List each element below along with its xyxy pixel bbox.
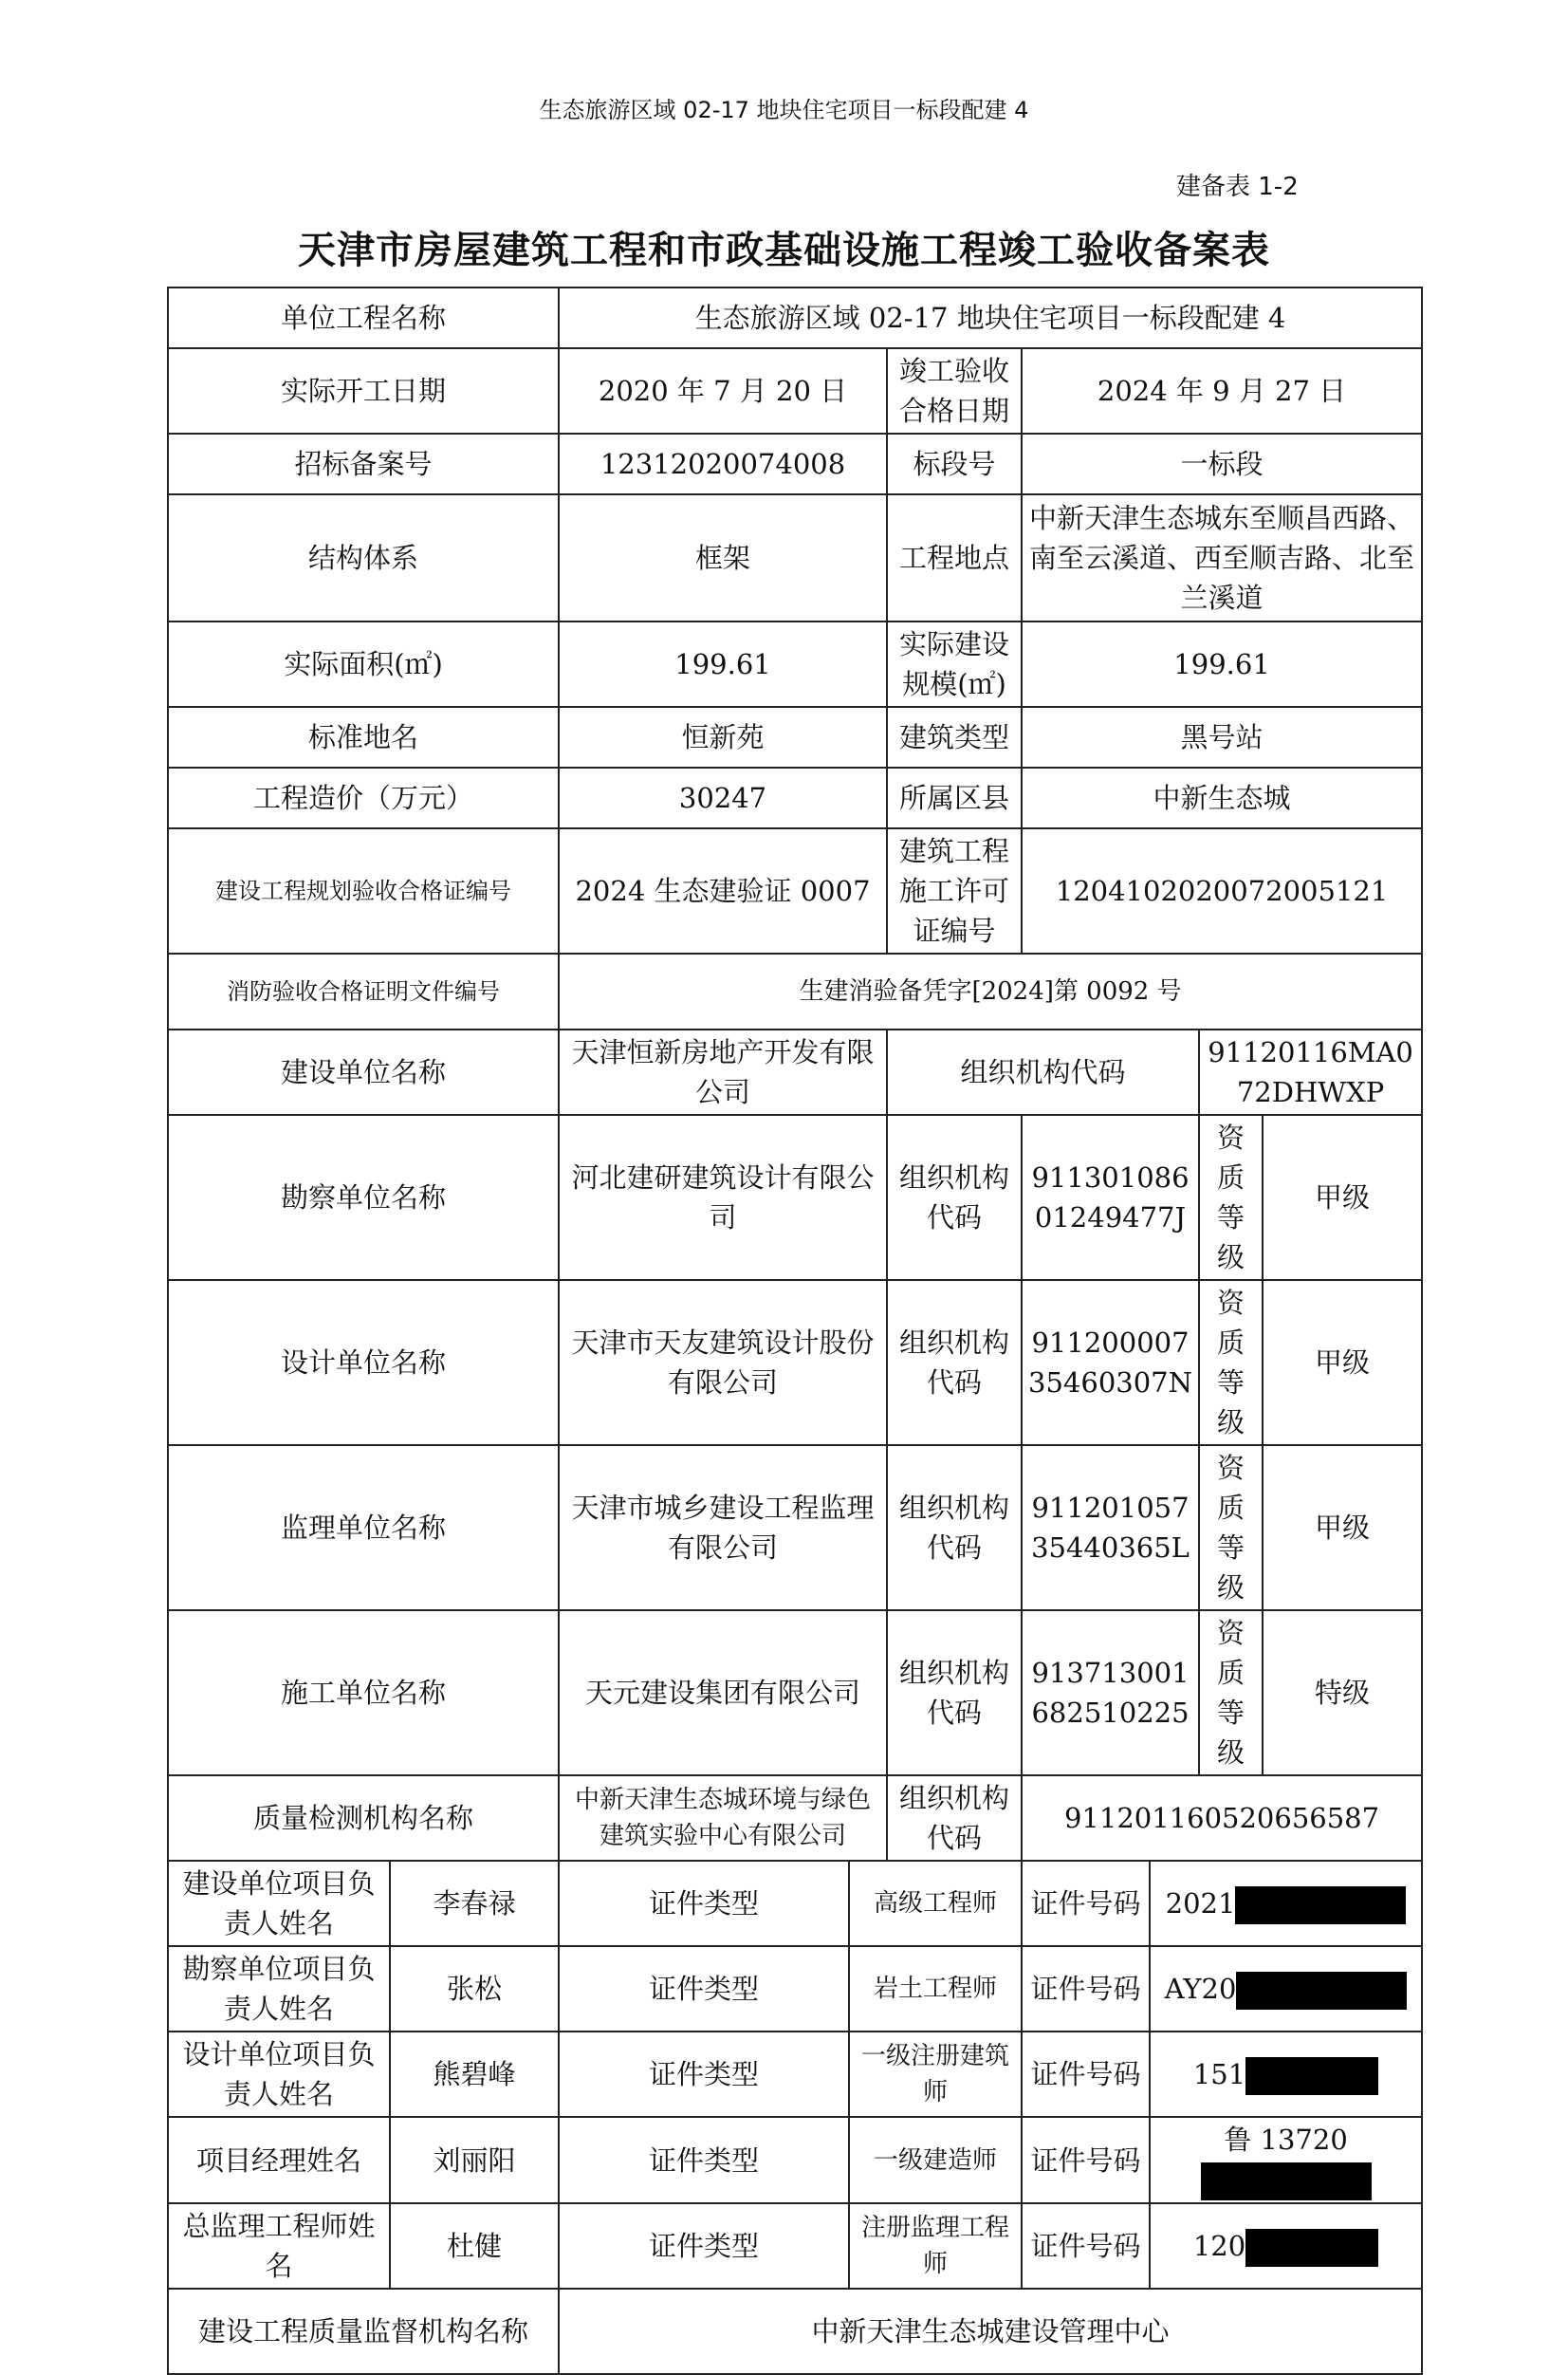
- value-lab: 中新天津生态城环境与绿色建筑实验中心有限公司: [559, 1775, 887, 1861]
- label-scale: 实际建设规模(㎡): [887, 622, 1022, 707]
- label-design-unit: 设计单位名称: [168, 1280, 559, 1445]
- value-accept-date: 2024 年 9 月 27 日: [1022, 348, 1422, 434]
- label-org-code: 组织机构代码: [887, 1280, 1022, 1445]
- label-person: 勘察单位项目负责人姓名: [168, 1946, 390, 2032]
- label-cert-no: 证件号码: [1022, 2117, 1150, 2203]
- form-number: 建备表 1-2: [1176, 173, 1299, 201]
- value-cert-type: 一级建造师: [849, 2117, 1022, 2203]
- label-org-code: 组织机构代码: [887, 1775, 1022, 1861]
- label-qualification: 资质等级: [1199, 1445, 1263, 1610]
- value-person-name: 李春禄: [390, 1861, 559, 1946]
- value-fire-cert: 生建消验备凭字[2024]第 0092 号: [559, 954, 1422, 1030]
- value-place-name: 恒新苑: [559, 707, 887, 768]
- label-person: 建设单位项目负责人姓名: [168, 1861, 390, 1946]
- value-structure: 框架: [559, 494, 887, 622]
- label-cert-no: 证件号码: [1022, 1946, 1150, 2032]
- value-location: 中新天津生态城东至顺昌西路、南至云溪道、西至顺吉路、北至兰溪道: [1022, 494, 1422, 622]
- label-cost: 工程造价（万元）: [168, 768, 559, 828]
- label-person: 总监理工程师姓名: [168, 2203, 390, 2289]
- value-cert-type: 注册监理工程师: [849, 2203, 1022, 2289]
- row-owner: [168, 1030, 1422, 1115]
- label-qualification: 资质等级: [1199, 1610, 1263, 1775]
- value-person-name: 刘丽阳: [390, 2117, 559, 2203]
- row-person: [168, 2203, 1422, 2289]
- label-lab: 质量检测机构名称: [168, 1775, 559, 1861]
- label-org-code: 组织机构代码: [887, 1445, 1022, 1610]
- value-tender-no: 12312020074008: [559, 434, 887, 494]
- label-supervision: 建设工程质量监督机构名称: [168, 2289, 559, 2374]
- label-qualification: 资质等级: [1199, 1280, 1263, 1445]
- value-scale: 199.61: [1022, 622, 1422, 707]
- label-building-type: 建筑类型: [887, 707, 1022, 768]
- label-cert-type: 证件类型: [559, 2203, 849, 2289]
- label-supervisor-unit: 监理单位名称: [168, 1445, 559, 1610]
- label-permit: 建筑工程施工许可证编号: [887, 828, 1022, 954]
- value-cert-type: 岩土工程师: [849, 1946, 1022, 2032]
- row-unit-survey: [168, 1115, 1422, 1280]
- row-project-name: [168, 288, 1422, 348]
- value-owner-name: 天津恒新房地产开发有限公司: [559, 1030, 887, 1115]
- label-structure: 结构体系: [168, 494, 559, 622]
- value-design-unit: 天津市天友建筑设计股份有限公司: [559, 1280, 887, 1445]
- value-start-date: 2020 年 7 月 20 日: [559, 348, 887, 434]
- row-person: [168, 1946, 1422, 2032]
- value-qualification: 特级: [1263, 1610, 1422, 1775]
- row-dates: [168, 348, 1422, 434]
- row-person: [168, 2032, 1422, 2117]
- value-cert-no: 2021: [1150, 1861, 1422, 1946]
- value-org-code: 91130108601249477J: [1022, 1115, 1199, 1280]
- value-district: 中新生态城: [1022, 768, 1422, 828]
- value-org-code: 91120000735460307N: [1022, 1280, 1199, 1445]
- label-qualification: 资质等级: [1199, 1115, 1263, 1280]
- value-building-type: 黑号站: [1022, 707, 1422, 768]
- value-org-code: 913713001682510225: [1022, 1610, 1199, 1775]
- label-cert-no: 证件号码: [1022, 2032, 1150, 2117]
- label-start-date: 实际开工日期: [168, 348, 559, 434]
- row-supervision: [168, 2289, 1422, 2374]
- row-tender: [168, 434, 1422, 494]
- label-district: 所属区县: [887, 768, 1022, 828]
- label-org-code: 组织机构代码: [887, 1115, 1022, 1280]
- label-cert-type: 证件类型: [559, 2117, 849, 2203]
- value-project-name: 生态旅游区域 02-17 地块住宅项目一标段配建 4: [559, 288, 1422, 348]
- row-structure: [168, 494, 1422, 622]
- label-location: 工程地点: [887, 494, 1022, 622]
- label-survey-unit: 勘察单位名称: [168, 1115, 559, 1280]
- value-cert-no: 151: [1150, 2032, 1422, 2117]
- value-supervisor-unit: 天津市城乡建设工程监理有限公司: [559, 1445, 887, 1610]
- label-person: 设计单位项目负责人姓名: [168, 2032, 390, 2117]
- value-survey-unit: 河北建研建筑设计有限公司: [559, 1115, 887, 1280]
- label-place-name: 标准地名: [168, 707, 559, 768]
- value-owner-org-code: 91120116MA072DHWXP: [1199, 1030, 1422, 1115]
- value-qualification: 甲级: [1263, 1115, 1422, 1280]
- row-place: [168, 707, 1422, 768]
- row-person: [168, 1861, 1422, 1946]
- label-person: 项目经理姓名: [168, 2117, 390, 2203]
- label-owner: 建设单位名称: [168, 1030, 559, 1115]
- value-plan-cert: 2024 生态建验证 0007: [559, 828, 887, 954]
- value-person-name: 杜健: [390, 2203, 559, 2289]
- label-plan-cert: 建设工程规划验收合格证编号: [168, 828, 559, 954]
- label-section-no: 标段号: [887, 434, 1022, 494]
- row-unit-construction: [168, 1610, 1422, 1775]
- label-org-code: 组织机构代码: [887, 1610, 1022, 1775]
- label-cert-type: 证件类型: [559, 1861, 849, 1946]
- value-section-no: 一标段: [1022, 434, 1422, 494]
- value-supervision: 中新天津生态城建设管理中心: [559, 2289, 1422, 2374]
- value-cert-type: 一级注册建筑师: [849, 2032, 1022, 2117]
- redaction-mark: [1235, 1886, 1406, 1924]
- value-construction-unit: 天元建设集团有限公司: [559, 1610, 887, 1775]
- label-tender-no: 招标备案号: [168, 434, 559, 494]
- label-project-name: 单位工程名称: [168, 288, 559, 348]
- value-cost: 30247: [559, 768, 887, 828]
- row-unit-supervisor: [168, 1445, 1422, 1610]
- label-area: 实际面积(㎡): [168, 622, 559, 707]
- value-cert-no: AY20: [1150, 1946, 1422, 2032]
- value-cert-no: 120: [1150, 2203, 1422, 2289]
- label-cert-no: 证件号码: [1022, 2203, 1150, 2289]
- document-title: 天津市房屋建筑工程和市政基础设施工程竣工验收备案表: [298, 229, 1270, 272]
- redaction-mark: [1236, 1972, 1407, 2010]
- label-fire-cert: 消防验收合格证明文件编号: [168, 954, 559, 1030]
- row-plan-cert: [168, 828, 1422, 954]
- redaction-mark: [1245, 2229, 1378, 2267]
- label-construction-unit: 施工单位名称: [168, 1610, 559, 1775]
- row-fire-cert: [168, 954, 1422, 1030]
- filing-form-table: [167, 287, 1423, 2375]
- value-person-name: 张松: [390, 1946, 559, 2032]
- row-area: [168, 622, 1422, 707]
- value-cert-type: 高级工程师: [849, 1861, 1022, 1946]
- value-person-name: 熊碧峰: [390, 2032, 559, 2117]
- value-org-code: 91120105735440365L: [1022, 1445, 1199, 1610]
- value-lab-org-code: 911201160520656587: [1022, 1775, 1422, 1861]
- redaction-mark: [1201, 2162, 1372, 2200]
- value-qualification: 甲级: [1263, 1280, 1422, 1445]
- running-head: 生态旅游区域 02-17 地块住宅项目一标段配建 4: [539, 97, 1029, 123]
- label-owner-org-code: 组织机构代码: [887, 1030, 1199, 1115]
- row-cost: [168, 768, 1422, 828]
- label-cert-type: 证件类型: [559, 1946, 849, 2032]
- value-permit: 12041020200720051​21: [1022, 828, 1422, 954]
- row-unit-design: [168, 1280, 1422, 1445]
- label-cert-no: 证件号码: [1022, 1861, 1150, 1946]
- value-qualification: 甲级: [1263, 1445, 1422, 1610]
- row-lab: [168, 1775, 1422, 1861]
- redaction-mark: [1245, 2057, 1378, 2095]
- label-accept-date: 竣工验收合格日期: [887, 348, 1022, 434]
- value-cert-no: 鲁 13720: [1150, 2117, 1422, 2203]
- row-person: [168, 2117, 1422, 2203]
- value-area: 199.61: [559, 622, 887, 707]
- label-cert-type: 证件类型: [559, 2032, 849, 2117]
